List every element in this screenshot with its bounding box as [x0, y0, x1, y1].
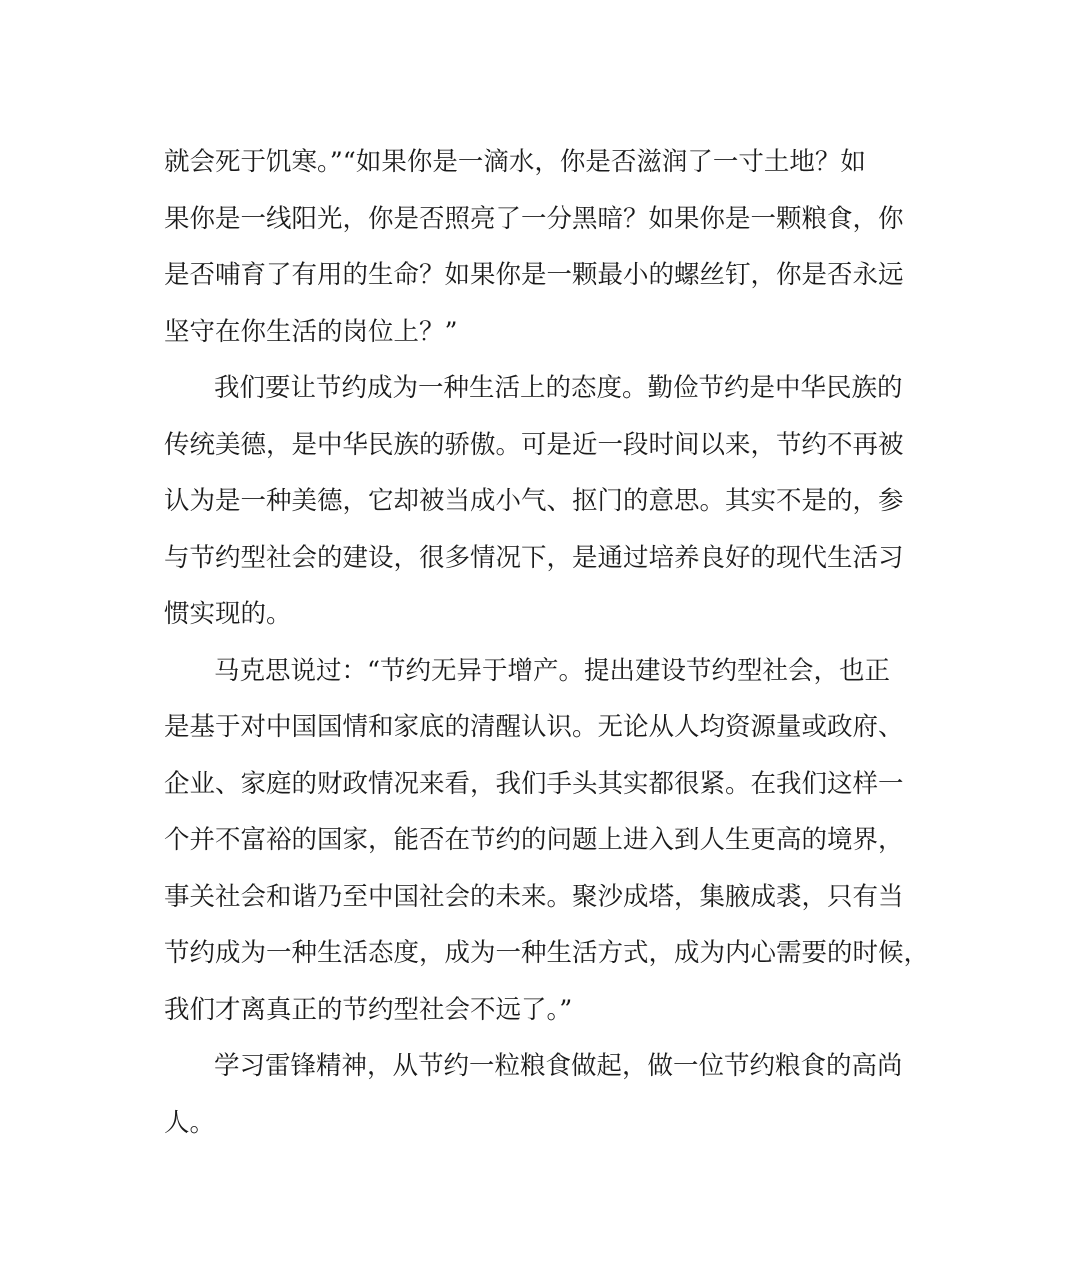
paragraph-first-line: 我们要让节约成为一种生活上的态度。勤俭节约是中华民族的 [214, 373, 903, 403]
text-line: 事关社会和谐乃至中国社会的未来。聚沙成塔，集腋成裘，只有当 [164, 881, 904, 912]
text-line: 就会死于饥寒。”“如果你是一滴水，你是否滋润了一寸土地？如 [164, 147, 866, 177]
text-line: 人。 [164, 1107, 216, 1138]
text-line: 认为是一种美德，它却被当成小气、抠门的意思。其实不是的，参 [164, 486, 904, 516]
text-line: 我们才离真正的节约型社会不远了。” [164, 994, 573, 1025]
text-line: 是基于对中国国情和家底的清醒认识。无论从人均资源量或政府、 [164, 712, 904, 742]
paragraph-first-line: 学习雷锋精神，从节约一粒粮食做起，做一位节约粮食的高尚 [214, 1051, 903, 1081]
text-line: 果你是一线阳光，你是否照亮了一分黑暗？如果你是一颗粮食，你 [164, 203, 904, 234]
text-line: 个并不富裕的国家，能否在节约的问题上进入到人生更高的境界， [164, 825, 904, 855]
body-text [164, 134, 930, 1151]
text-line: 企业、家庭的财政情况来看，我们手头其实都很紧。在我们这样一 [164, 768, 904, 799]
text-line: 节约成为一种生活态度，成为一种生活方式，成为内心需要的时候， [164, 938, 930, 968]
text-line: 传统美德，是中华民族的骄傲。可是近一段时间以来，节约不再被 [164, 429, 904, 460]
text-line: 是否哺育了有用的生命？如果你是一颗最小的螺丝钉，你是否永远 [164, 260, 904, 290]
text-line: 与节约型社会的建设，很多情况下，是通过培养良好的现代生活习 [164, 542, 904, 573]
text-line: 惯实现的。 [164, 599, 292, 629]
text-line: 坚守在你生活的岗位上？” [164, 316, 458, 347]
paragraph-first-line: 马克思说过：“节约无异于增产。提出建设节约型社会，也正 [214, 655, 891, 686]
